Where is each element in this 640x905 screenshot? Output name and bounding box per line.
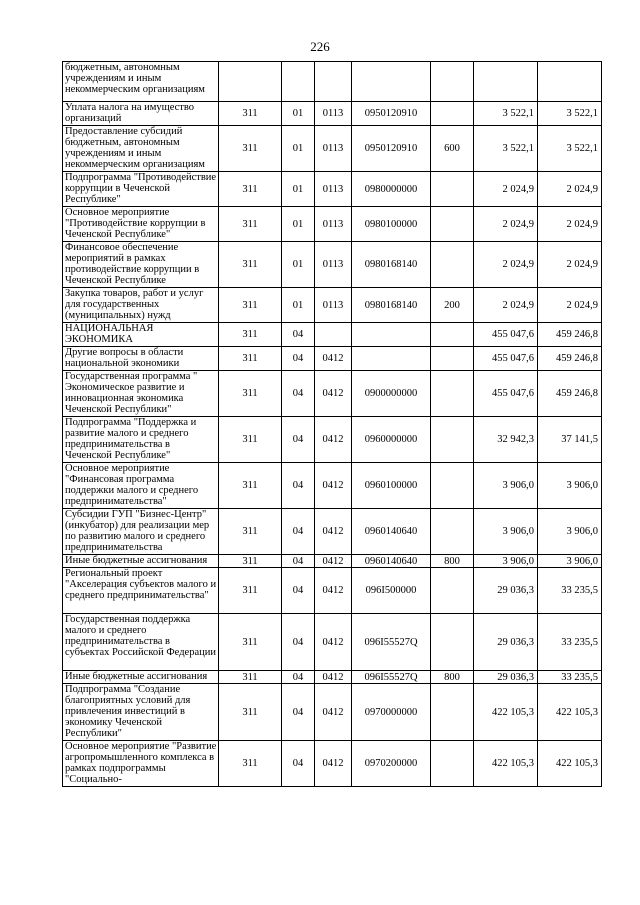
row-subsection-code: 0113: [315, 242, 352, 288]
row-subsection-code: 0113: [315, 126, 352, 172]
row-ministry-code: 311: [219, 323, 282, 347]
row-section-code: 04: [282, 417, 315, 463]
row-subsection-code: 0412: [315, 568, 352, 614]
row-section-code: 04: [282, 568, 315, 614]
row-name: Подпрограмма "Противодействие коррупции в Чеченской Республике": [63, 172, 219, 207]
row-target-article-code: 096I500000: [352, 568, 431, 614]
row-name: Предоставление субсидий бюджетным, автономным учреждениям и иным некоммерческим организациям: [63, 126, 219, 172]
row-section-code: 04: [282, 555, 315, 568]
row-target-article-code: 0950120910: [352, 126, 431, 172]
row-amount-year-2: 422 105,3: [538, 741, 602, 787]
row-amount-year-2: 459 246,8: [538, 323, 602, 347]
row-section-code: 04: [282, 741, 315, 787]
row-expense-type-code: [431, 347, 474, 371]
row-amount-year-2: 33 235,5: [538, 671, 602, 684]
row-name: Подпрограмма "Поддержка и развитие малого и среднего предпринимательства в Чеченской Республике": [63, 417, 219, 463]
row-subsection-code: 0113: [315, 102, 352, 126]
row-ministry-code: 311: [219, 126, 282, 172]
row-section-code: [282, 62, 315, 102]
row-amount-year-2: 3 906,0: [538, 555, 602, 568]
row-subsection-code: [315, 323, 352, 347]
row-section-code: 04: [282, 509, 315, 555]
row-ministry-code: 311: [219, 242, 282, 288]
table-row: [63, 242, 602, 288]
row-ministry-code: 311: [219, 684, 282, 741]
row-amount-year-1: 32 942,3: [474, 417, 538, 463]
row-name: Другие вопросы в области национальной экономики: [63, 347, 219, 371]
row-target-article-code: 0960140640: [352, 555, 431, 568]
row-expense-type-code: 200: [431, 288, 474, 323]
row-ministry-code: 311: [219, 102, 282, 126]
row-section-code: 01: [282, 102, 315, 126]
row-amount-year-2: 3 906,0: [538, 509, 602, 555]
table-row: [63, 102, 602, 126]
row-target-article-code: 0970200000: [352, 741, 431, 787]
row-subsection-code: [315, 62, 352, 102]
row-amount-year-1: 455 047,6: [474, 371, 538, 417]
row-amount-year-2: [538, 62, 602, 102]
row-target-article-code: 0980168140: [352, 288, 431, 323]
row-amount-year-2: 459 246,8: [538, 371, 602, 417]
row-amount-year-2: 2 024,9: [538, 288, 602, 323]
row-name: Государственная программа " Экономическое развитие и инновационная экономика Чеченской Республики": [63, 371, 219, 417]
row-target-article-code: 096I55527Q: [352, 614, 431, 671]
row-ministry-code: 311: [219, 671, 282, 684]
row-target-article-code: [352, 347, 431, 371]
row-amount-year-1: 3 522,1: [474, 102, 538, 126]
row-amount-year-2: 422 105,3: [538, 684, 602, 741]
table-row: [63, 126, 602, 172]
row-amount-year-1: 2 024,9: [474, 288, 538, 323]
row-ministry-code: 311: [219, 509, 282, 555]
row-name: бюджетным, автономным учреждениям и иным некоммерческим организациям: [63, 62, 219, 102]
row-expense-type-code: [431, 509, 474, 555]
row-subsection-code: 0412: [315, 741, 352, 787]
row-section-code: 01: [282, 242, 315, 288]
row-expense-type-code: [431, 614, 474, 671]
row-subsection-code: 0412: [315, 347, 352, 371]
row-target-article-code: 0960000000: [352, 417, 431, 463]
row-subsection-code: 0412: [315, 684, 352, 741]
budget-table: [62, 61, 602, 787]
row-amount-year-2: 3 906,0: [538, 463, 602, 509]
row-subsection-code: 0412: [315, 555, 352, 568]
row-section-code: 04: [282, 671, 315, 684]
table-row: [63, 509, 602, 555]
row-amount-year-1: 2 024,9: [474, 242, 538, 288]
row-name: Основное мероприятие "Финансовая программа поддержки малого и среднего предпринимательства": [63, 463, 219, 509]
row-subsection-code: 0412: [315, 671, 352, 684]
row-section-code: 04: [282, 614, 315, 671]
row-amount-year-2: 3 522,1: [538, 102, 602, 126]
table-row: [63, 555, 602, 568]
row-amount-year-1: 3 906,0: [474, 463, 538, 509]
row-target-article-code: [352, 62, 431, 102]
row-name: Основное мероприятие "Развитие агропромышленного комплекса в рамках подпрограммы "Социально-: [63, 741, 219, 787]
row-subsection-code: 0412: [315, 463, 352, 509]
row-expense-type-code: 800: [431, 671, 474, 684]
row-subsection-code: 0412: [315, 371, 352, 417]
row-subsection-code: 0113: [315, 288, 352, 323]
row-amount-year-1: 29 036,3: [474, 568, 538, 614]
budget-table-body: [63, 62, 602, 787]
row-amount-year-2: 2 024,9: [538, 242, 602, 288]
row-target-article-code: 0960140640: [352, 509, 431, 555]
row-expense-type-code: [431, 172, 474, 207]
row-expense-type-code: 600: [431, 126, 474, 172]
row-target-article-code: 0980000000: [352, 172, 431, 207]
row-section-code: 01: [282, 288, 315, 323]
row-target-article-code: 0900000000: [352, 371, 431, 417]
row-subsection-code: 0412: [315, 417, 352, 463]
row-amount-year-2: 2 024,9: [538, 207, 602, 242]
row-expense-type-code: 800: [431, 555, 474, 568]
row-target-article-code: 0980100000: [352, 207, 431, 242]
row-section-code: 04: [282, 323, 315, 347]
row-amount-year-2: 3 522,1: [538, 126, 602, 172]
row-ministry-code: 311: [219, 288, 282, 323]
row-name: НАЦИОНАЛЬНАЯ ЭКОНОМИКА: [63, 323, 219, 347]
row-amount-year-1: 455 047,6: [474, 323, 538, 347]
row-expense-type-code: [431, 62, 474, 102]
row-subsection-code: 0412: [315, 509, 352, 555]
row-amount-year-2: 459 246,8: [538, 347, 602, 371]
row-ministry-code: 311: [219, 614, 282, 671]
page-number: 226: [310, 39, 330, 54]
row-amount-year-1: 422 105,3: [474, 684, 538, 741]
row-amount-year-1: 455 047,6: [474, 347, 538, 371]
table-row: [63, 347, 602, 371]
row-ministry-code: 311: [219, 347, 282, 371]
row-expense-type-code: [431, 741, 474, 787]
table-row: [63, 371, 602, 417]
row-expense-type-code: [431, 242, 474, 288]
row-ministry-code: [219, 62, 282, 102]
table-row: [63, 463, 602, 509]
row-expense-type-code: [431, 463, 474, 509]
table-row: [63, 671, 602, 684]
row-ministry-code: 311: [219, 172, 282, 207]
row-name: Региональный проект "Акселерация субъектов малого и среднего предпринимательства": [63, 568, 219, 614]
row-amount-year-1: 29 036,3: [474, 671, 538, 684]
row-target-article-code: 0970000000: [352, 684, 431, 741]
table-row: [63, 62, 602, 102]
row-amount-year-1: 2 024,9: [474, 207, 538, 242]
row-section-code: 01: [282, 126, 315, 172]
table-row: [63, 741, 602, 787]
table-row: [63, 684, 602, 741]
row-expense-type-code: [431, 207, 474, 242]
row-ministry-code: 311: [219, 741, 282, 787]
row-amount-year-1: 29 036,3: [474, 614, 538, 671]
row-ministry-code: 311: [219, 555, 282, 568]
table-row: [63, 568, 602, 614]
row-section-code: 04: [282, 684, 315, 741]
row-target-article-code: 0980168140: [352, 242, 431, 288]
row-expense-type-code: [431, 323, 474, 347]
row-amount-year-1: 422 105,3: [474, 741, 538, 787]
row-subsection-code: 0113: [315, 172, 352, 207]
row-expense-type-code: [431, 371, 474, 417]
row-section-code: 01: [282, 172, 315, 207]
row-name: Финансовое обеспечение мероприятий в рамках противодействие коррупции в Чеченской Республике: [63, 242, 219, 288]
row-name: Субсидии ГУП "Бизнес-Центр" (инкубатор) для реализации мер по развитию малого и среднего предпринимательства: [63, 509, 219, 555]
row-name: Закупка товаров, работ и услуг для государственных (муниципальных) нужд: [63, 288, 219, 323]
row-target-article-code: 096I55527Q: [352, 671, 431, 684]
row-section-code: 04: [282, 463, 315, 509]
row-expense-type-code: [431, 684, 474, 741]
table-row: [63, 172, 602, 207]
row-amount-year-2: 37 141,5: [538, 417, 602, 463]
row-section-code: 01: [282, 207, 315, 242]
row-subsection-code: 0412: [315, 614, 352, 671]
row-amount-year-2: 33 235,5: [538, 568, 602, 614]
row-name: Подпрограмма "Создание благоприятных условий для привлечения инвестиций в экономику Чеченской Республики": [63, 684, 219, 741]
row-ministry-code: 311: [219, 371, 282, 417]
row-ministry-code: 311: [219, 568, 282, 614]
row-ministry-code: 311: [219, 207, 282, 242]
row-amount-year-1: 2 024,9: [474, 172, 538, 207]
row-section-code: 04: [282, 371, 315, 417]
table-row: [63, 323, 602, 347]
row-expense-type-code: [431, 568, 474, 614]
row-name: Иные бюджетные ассигнования: [63, 671, 219, 684]
table-row: [63, 207, 602, 242]
row-name: Иные бюджетные ассигнования: [63, 555, 219, 568]
row-amount-year-2: 2 024,9: [538, 172, 602, 207]
row-target-article-code: 0950120910: [352, 102, 431, 126]
row-name: Государственная поддержка малого и среднего предпринимательства в субъектах Российской Федерации: [63, 614, 219, 671]
row-name: Основное мероприятие "Противодействие коррупции в Чеченской Республике": [63, 207, 219, 242]
row-target-article-code: 0960100000: [352, 463, 431, 509]
row-amount-year-1: 3 906,0: [474, 555, 538, 568]
row-ministry-code: 311: [219, 463, 282, 509]
table-row: [63, 614, 602, 671]
row-section-code: 04: [282, 347, 315, 371]
row-amount-year-1: 3 522,1: [474, 126, 538, 172]
row-subsection-code: 0113: [315, 207, 352, 242]
row-name: Уплата налога на имущество организаций: [63, 102, 219, 126]
row-expense-type-code: [431, 417, 474, 463]
row-amount-year-2: 33 235,5: [538, 614, 602, 671]
table-row: [63, 417, 602, 463]
row-ministry-code: 311: [219, 417, 282, 463]
row-amount-year-1: 3 906,0: [474, 509, 538, 555]
row-amount-year-1: [474, 62, 538, 102]
table-row: [63, 288, 602, 323]
row-target-article-code: [352, 323, 431, 347]
row-expense-type-code: [431, 102, 474, 126]
